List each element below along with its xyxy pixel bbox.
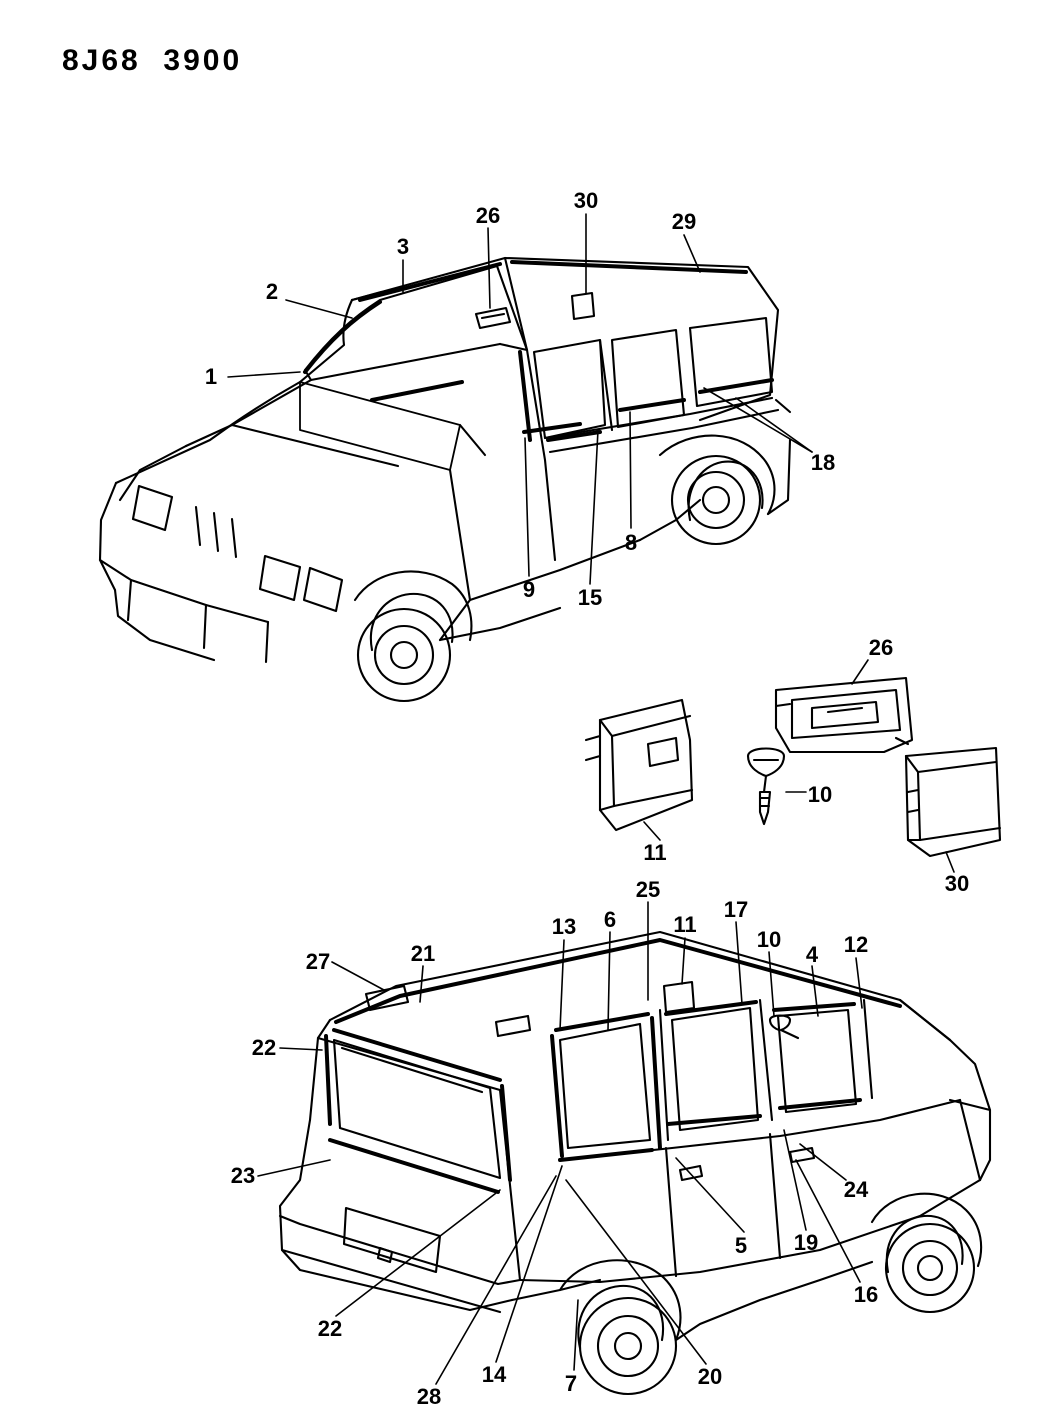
callout-11-rear: 11 <box>673 912 697 937</box>
callout-16: 16 <box>853 1282 879 1307</box>
callout-25: 25 <box>635 877 661 902</box>
callout-12: 12 <box>843 932 869 957</box>
callout-19: 19 <box>793 1230 819 1255</box>
callout-30-roof: 30 <box>573 188 599 213</box>
callout-11-clip: 11 <box>643 840 667 865</box>
callout-22-lower: 22 <box>317 1316 343 1341</box>
callout-4: 4 <box>805 942 819 967</box>
callout-20: 20 <box>697 1364 723 1389</box>
callout-22-upper: 22 <box>251 1035 277 1060</box>
callout-17: 17 <box>723 897 749 922</box>
callout-1: 1 <box>204 364 218 389</box>
callout-26-retainer: 26 <box>868 635 894 660</box>
callout-29: 29 <box>671 209 697 234</box>
callout-23: 23 <box>230 1163 256 1188</box>
callout-24: 24 <box>843 1177 869 1202</box>
callout-6: 6 <box>603 907 617 932</box>
callout-28: 28 <box>416 1384 442 1409</box>
callout-26-roof: 26 <box>475 203 501 228</box>
callout-27: 27 <box>305 949 331 974</box>
callout-15: 15 <box>577 585 603 610</box>
part-code-label: 8J68 3900 <box>62 44 243 77</box>
callout-18: 18 <box>810 450 836 475</box>
rear-three-quarter-vehicle <box>280 932 990 1394</box>
callout-5: 5 <box>734 1233 748 1258</box>
callout-7: 7 <box>564 1371 578 1396</box>
callout-9: 9 <box>522 577 536 602</box>
callout-10-rear: 10 <box>756 927 782 952</box>
callout-14: 14 <box>481 1362 507 1387</box>
detail-parts <box>586 678 1000 856</box>
callout-8: 8 <box>624 530 638 555</box>
callout-3: 3 <box>396 234 410 259</box>
callout-21: 21 <box>410 941 436 966</box>
callout-10-screw: 10 <box>807 782 833 807</box>
callout-2: 2 <box>265 279 279 304</box>
callout-30-cap: 30 <box>944 871 970 896</box>
front-three-quarter-vehicle <box>100 258 790 701</box>
callout-13: 13 <box>551 914 577 939</box>
